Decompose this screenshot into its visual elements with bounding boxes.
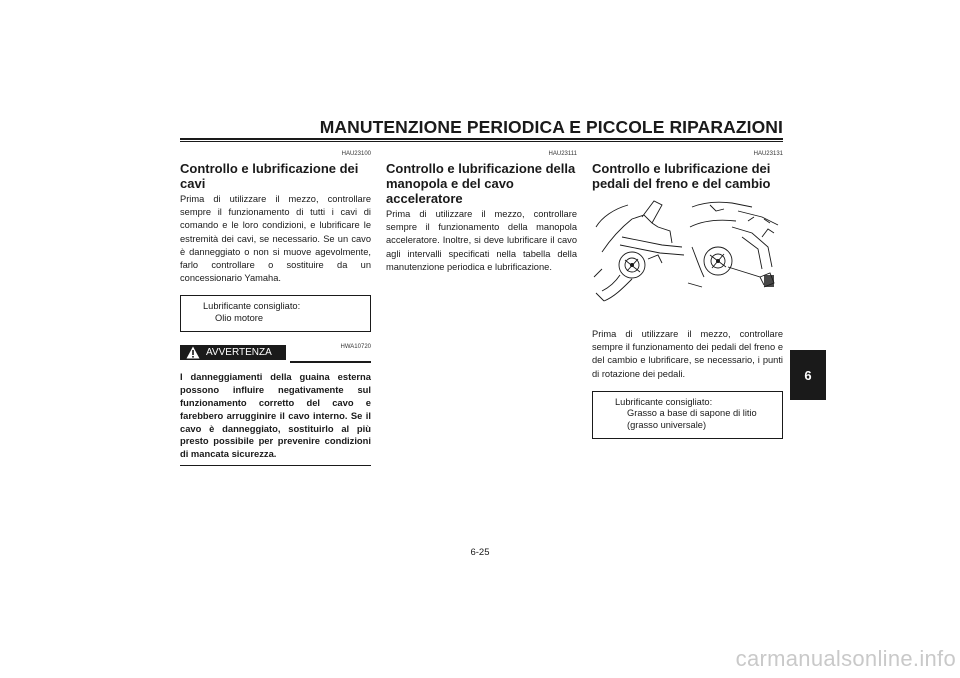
- page-header-title: MANUTENZIONE PERIODICA E PICCOLE RIPARAZIONI: [319, 117, 783, 137]
- section-body: Prima di utilizzare il mezzo, controllare sempre il funzionamento della manopola acceleratore. Inoltre, si deve lubrificare il cavo agli intervalli specificati nella tabella della manutenzione periodica e lubrificazione.: [386, 209, 577, 272]
- warning-badge: [180, 345, 286, 360]
- section-pedals: [592, 150, 783, 439]
- header-rule-thin: [180, 141, 783, 142]
- warning-rule: [290, 361, 371, 363]
- watermark: carmanualsonline.info: [735, 646, 956, 671]
- lubricant-label: Lubrificante consigliato:: [203, 301, 301, 312]
- lubricant-label: Lubrificante consigliato:: [615, 396, 713, 407]
- section-body: Prima di utilizzare il mezzo, controllare sempre il funzionamento di tutti i cavi di comando e le loro condizioni, e lubrificare le estremità dei cavi, se necessario. Se un cavo è danneggiato o non si muove agevolmente, farlo controllare o sostituire da un concessionario Yamaha.: [180, 194, 371, 284]
- warning-label: AVVERTENZA: [206, 347, 272, 359]
- page-number: 6-25: [470, 547, 490, 558]
- warning-triangle-icon: [186, 345, 202, 360]
- warning-text: I danneggiamenti della guaina esterna possono influire negativamente sul funzionamento corretto del cavo e farebbero arrugginire il cavo interno. Se il cavo è danneggiato, sostituirlo al più presto possibile per prevenire condizioni di mancata sicurezza.: [180, 371, 371, 466]
- header-rule-thick: [180, 138, 783, 140]
- warning-code: HWA10720: [340, 344, 371, 351]
- section-title: Controllo e lubrificazione dei pedali del freno e del cambio: [592, 161, 771, 191]
- lubricant-value-note: (grasso universale): [627, 419, 707, 430]
- chapter-tab[interactable]: 6: [790, 350, 826, 400]
- section-body: Prima di utilizzare il mezzo, controllare sempre il funzionamento dei pedali del freno e del cambio e lubrificare, se necessario, i punti di rotazione dei pedali.: [592, 329, 783, 379]
- lubricant-value: Grasso a base di sapone di litio: [627, 408, 757, 419]
- section-code: HAU23100: [341, 151, 371, 157]
- warning-header: [180, 343, 371, 365]
- section-throttle: [386, 150, 577, 274]
- section-title: Controllo e lubrificazione della manopola e del cavo acceleratore: [386, 161, 576, 206]
- lubricant-box: [180, 295, 371, 332]
- section-cables: [180, 150, 371, 466]
- section-code: HAU23131: [753, 151, 783, 157]
- section-title: Controllo e lubrificazione dei cavi: [180, 161, 359, 191]
- pedals-illustration: [592, 197, 783, 315]
- section-code: HAU23111: [548, 151, 577, 157]
- lubricant-box: [592, 391, 783, 440]
- lubricant-value: Olio motore: [215, 312, 264, 323]
